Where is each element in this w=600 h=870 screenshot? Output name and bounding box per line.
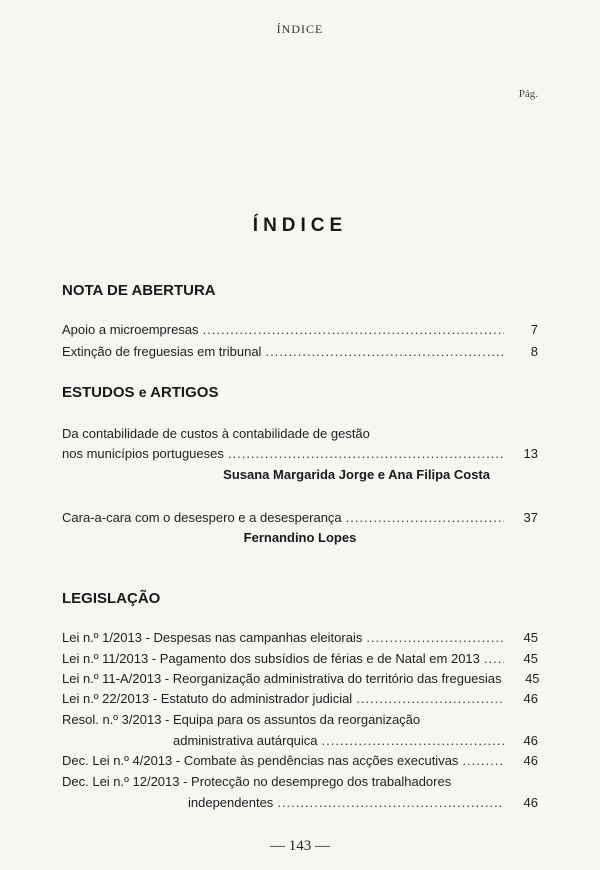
toc-entry-page: 13 bbox=[523, 446, 538, 461]
toc-entry-page: 46 bbox=[523, 753, 538, 768]
toc-entry-title: Lei n.º 1/2013 - Despesas nas campanhas eleitorais bbox=[62, 630, 363, 645]
toc-entry[interactable] bbox=[62, 753, 538, 771]
toc-entry-page: 8 bbox=[530, 344, 538, 359]
dot-leader bbox=[203, 322, 504, 337]
dot-leader bbox=[366, 630, 504, 645]
toc-entry[interactable] bbox=[62, 510, 538, 528]
toc-entry-title: Lei n.º 11/2013 - Pagamento dos subsídios de férias e de Natal em 2013 bbox=[62, 651, 480, 666]
toc-entry-title: Lei n.º 11-A/2013 - Reorganização administrativa do território das freguesias bbox=[62, 671, 502, 686]
section-heading-estudos-e-artigos bbox=[62, 384, 218, 401]
dot-leader bbox=[346, 510, 504, 525]
toc-entry-page: 46 bbox=[523, 733, 538, 748]
toc-entry-title: Cara-a-cara com o desespero e a desesperança bbox=[62, 510, 342, 525]
toc-entry[interactable] bbox=[62, 651, 538, 669]
dot-leader bbox=[277, 795, 504, 810]
toc-entry-page: 45 bbox=[523, 651, 538, 666]
page-number: — 143 — bbox=[270, 838, 330, 854]
toc-entry-page: 7 bbox=[530, 322, 538, 337]
toc-entry[interactable] bbox=[62, 630, 538, 648]
toc-entry-title-line: Dec. Lei n.º 12/2013 - Protecção no desemprego dos trabalhadores bbox=[62, 774, 452, 789]
toc-entry-page: 37 bbox=[523, 510, 538, 525]
running-head: ÍNDICE bbox=[276, 22, 324, 36]
toc-entry-author: Susana Margarida Jorge e Ana Filipa Costa bbox=[223, 467, 490, 482]
dot-leader bbox=[322, 733, 504, 748]
dot-leader bbox=[356, 691, 504, 706]
toc-entry-title: Apoio a microempresas bbox=[62, 322, 199, 337]
toc-entry-page: 46 bbox=[523, 691, 538, 706]
toc-entry[interactable] bbox=[62, 322, 538, 340]
toc-entry-title: nos municípios portugueses bbox=[62, 446, 224, 461]
toc-entry-title: Dec. Lei n.º 4/2013 - Combate às pendências nas acções executivas bbox=[62, 753, 459, 768]
section-heading-legislacao: LEGISLAÇÃO bbox=[62, 590, 161, 607]
toc-entry[interactable] bbox=[62, 344, 538, 362]
toc-entry[interactable] bbox=[173, 733, 538, 751]
section-heading-part: ESTUDOS bbox=[62, 384, 135, 401]
toc-entry-title: Lei n.º 22/2013 - Estatuto do administrador judicial bbox=[62, 691, 353, 706]
index-title: ÍNDICE bbox=[252, 215, 348, 236]
toc-entry-author: Fernandino Lopes bbox=[243, 530, 357, 545]
dot-leader bbox=[462, 753, 504, 768]
toc-entry-title: Extinção de freguesias em tribunal bbox=[62, 344, 262, 359]
toc-entry[interactable] bbox=[62, 691, 538, 709]
toc-entry[interactable] bbox=[62, 446, 538, 464]
dot-leader bbox=[484, 651, 504, 666]
toc-entry[interactable] bbox=[62, 671, 538, 689]
section-heading-part: ARTIGOS bbox=[150, 384, 219, 401]
toc-entry[interactable] bbox=[188, 795, 538, 813]
section-heading-part: e bbox=[138, 384, 147, 400]
dot-leader bbox=[265, 344, 504, 359]
toc-entry-page: 46 bbox=[523, 795, 538, 810]
toc-entry-title-line: Da contabilidade de custos à contabilidade de gestão bbox=[62, 426, 370, 441]
toc-entry-page: 45 bbox=[525, 671, 540, 686]
toc-entry-title: administrativa autárquica bbox=[173, 733, 318, 748]
section-heading-nota-de-abertura: NOTA DE ABERTURA bbox=[62, 282, 216, 299]
toc-entry-title: independentes bbox=[188, 795, 274, 810]
toc-entry-page: 45 bbox=[523, 630, 538, 645]
dot-leader bbox=[228, 446, 504, 461]
toc-entry-title-line: Resol. n.º 3/2013 - Equipa para os assuntos da reorganização bbox=[62, 712, 421, 727]
page-column-label: Pág. bbox=[518, 88, 538, 100]
